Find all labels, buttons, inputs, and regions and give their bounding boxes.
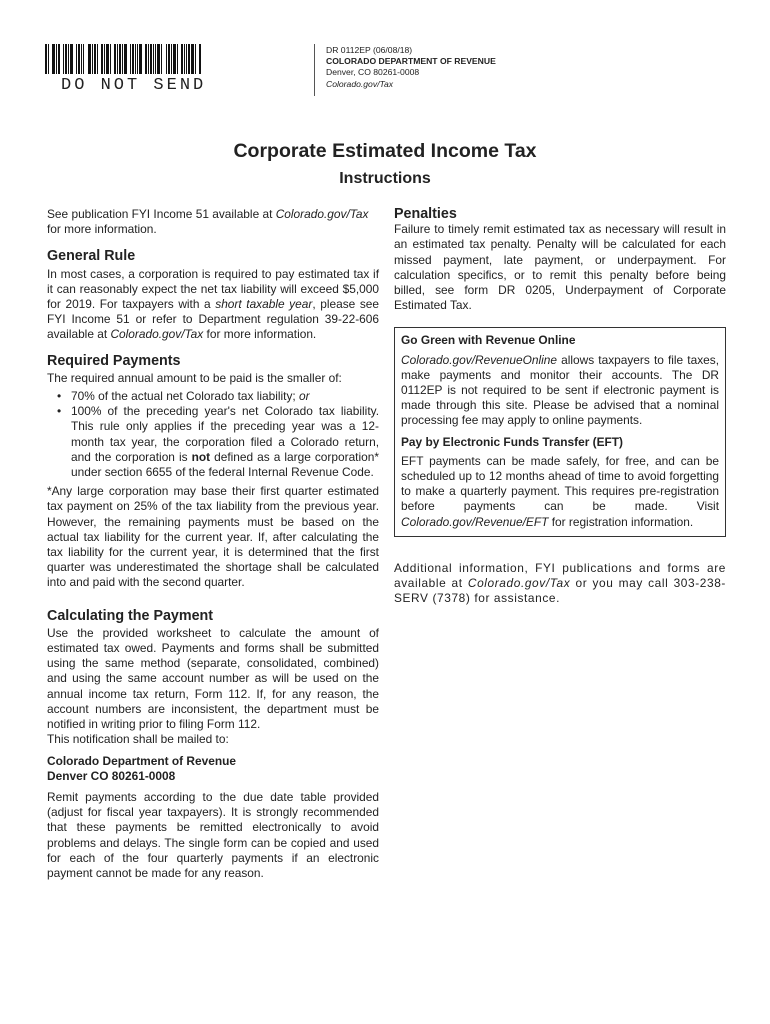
right-column bbox=[394, 207, 726, 606]
department-city: Denver, CO 80261-0008 bbox=[326, 67, 420, 78]
intro-text: See publication FYI Income 51 available at Colorado.gov/Tax for more information. bbox=[47, 207, 369, 237]
barcode-image bbox=[45, 44, 225, 74]
notification-text: This notification shall be mailed to: bbox=[47, 732, 229, 747]
required-payments-list bbox=[47, 389, 379, 480]
go-green-heading: Go Green with Revenue Online bbox=[401, 333, 576, 348]
calculating-text: Use the provided worksheet to calculate the amount of estimated tax owed. Payments and forms shall be submitted using the same method (separate, consolidated, combined) and using the same account number as will be used on the annual income tax return, Form 112. If, for any reason, the account numbers are inconsistent, the department must be notified in writing prior to filing Form 112. bbox=[47, 625, 379, 732]
additional-info: Additional information, FYI publications and forms are available at Colorado.gov/Tax or you may call 303-238-SERV (7378) for assistance. bbox=[394, 560, 726, 606]
intro-link[interactable]: Colorado.gov/Tax bbox=[275, 207, 369, 221]
revenue-online-link[interactable]: Colorado.gov/RevenueOnline bbox=[401, 352, 558, 367]
penalties-heading: Penalties bbox=[394, 206, 457, 222]
barcode-block bbox=[45, 44, 225, 95]
department-name: COLORADO DEPARTMENT OF REVENUE bbox=[326, 56, 496, 67]
header-info bbox=[326, 45, 496, 90]
page-title: Corporate Estimated Income Tax bbox=[233, 140, 537, 162]
large-corporation-footnote: *Any large corporation may base their first quarter estimated tax payment on 25% of the tax liability from the previous year. However, the remaining payments must be based on the actual tax liability for the current year. If, after calculating the tax liability for the current year, it is determined that the first quarter was underestimated the shortage shall be calculated into and paid with the second quarter. bbox=[47, 484, 379, 590]
eft-text: EFT payments can be made safely, for free, and can be scheduled up to 12 months ahead of time to avoid forgetting to make a quarterly payment. This requires pre-registration before payments can be made. Visit Colorado.gov/Revenue/EFT for registration information. bbox=[401, 453, 719, 529]
calculating-heading: Calculating the Payment bbox=[47, 607, 214, 624]
eft-link[interactable]: Colorado.gov/Revenue/EFT bbox=[401, 514, 549, 529]
online-payment-box bbox=[394, 327, 726, 536]
general-rule-heading: General Rule bbox=[47, 248, 136, 265]
additional-link[interactable]: Colorado.gov/Tax bbox=[467, 576, 571, 591]
remit-text: Remit payments according to the due date table provided (adjust for fiscal year taxpayers). It is strongly recommended that these payments be remitted electronically to avoid problems and delays. The single form can be copied and used for each of the four quarterly payments if an electronic payment cannot be made for any reason. bbox=[47, 789, 379, 880]
do-not-send-label: DO NOT SEND bbox=[61, 76, 207, 95]
eft-heading: Pay by Electronic Funds Transfer (EFT) bbox=[401, 434, 624, 449]
required-payments-heading: Required Payments bbox=[47, 352, 181, 369]
general-rule-link[interactable]: Colorado.gov/Tax bbox=[110, 327, 204, 342]
header-divider bbox=[314, 44, 315, 96]
go-green-text: Colorado.gov/RevenueOnline allows taxpayers to file taxes, make payments and monitor their accounts. The DR 0112EP is not required to be sent if electronic payment is made through this site. Please be advised that a nominal processing fee may apply to online payments. bbox=[401, 352, 719, 428]
left-column bbox=[47, 207, 379, 881]
list-item: • 70% of the actual net Colorado tax liability; or bbox=[57, 389, 310, 404]
general-rule-text: In most cases, a corporation is required to pay estimated tax if it can reasonably expect the net tax liability will exceed $5,000 for 2019. For taxpayers with a short taxable year, please see FYI Income 51 or refer to Department regulation 39-22-606 available at Colorado.gov/Tax for more information. bbox=[47, 266, 379, 342]
form-number: DR 0112EP (06/08/18) bbox=[326, 45, 413, 55]
penalties-text: Failure to timely remit estimated tax as necessary will result in an estimated tax penalty. Penalty will be calculated for each missed payment, late payment, or underpayment. For calculation specifics, or to remit this penalty before being billed, see form DR 0205, Underpayment of Corporate Estimated Tax. bbox=[394, 222, 726, 313]
page-subtitle: Instructions bbox=[339, 170, 431, 187]
address-line-1: Colorado Department of Revenue bbox=[47, 753, 236, 768]
required-payments-intro: The required annual amount to be paid is the smaller of: bbox=[47, 370, 342, 385]
list-item: • 100% of the preceding year's net Colorado tax liability. This rule only applies if the preceding year was a 12-month tax year, the corporation filed a Colorado return, and the corporation is not defined as a large corporation* under section 6655 of the federal Internal Revenue Code. bbox=[57, 404, 379, 480]
mailing-address bbox=[47, 754, 379, 784]
address-line-2: Denver CO 80261-0008 bbox=[47, 768, 176, 783]
department-website: Colorado.gov/Tax bbox=[326, 78, 394, 89]
